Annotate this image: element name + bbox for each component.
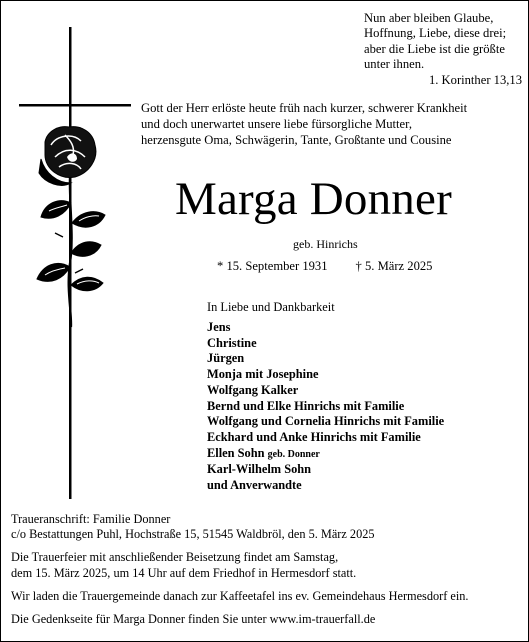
verse-reference: 1. Korinther 13,13 [428, 73, 522, 88]
list-item: Christine [207, 335, 257, 350]
death-date: † 5. März 2025 [355, 259, 433, 273]
intro-line: herzensgute Oma, Schwägerin, Tante, Großtante und Cousine [141, 133, 452, 147]
intro-line: und doch unerwartet unsere liebe fürsorgliche Mutter, [141, 117, 412, 131]
cross-icon [19, 27, 131, 499]
life-dates [217, 259, 432, 274]
list-item: Bernd und Elke Hinrichs mit Familie [207, 398, 405, 413]
verse-line: aber die Liebe ist die größte [364, 41, 505, 56]
list-item: Karl-Wilhelm Sohn [207, 462, 312, 477]
address-line: Traueranschrift: Familie Donner [11, 512, 171, 526]
address-line: c/o Bestattungen Puhl, Hochstraße 15, 51545 Waldbröl, den 5. März 2025 [11, 527, 375, 542]
cross-with-rose [15, 27, 135, 499]
intro-line: Gott der Herr erlöste heute früh nach kurzer, schwerer Krankheit [141, 101, 468, 115]
maiden-name: geb. Hinrichs [293, 237, 358, 251]
funeral-info-line: dem 15. März 2025, um 14 Uhr auf dem Friedhof in Hermesdorf statt. [11, 565, 357, 580]
notice-footer [11, 512, 523, 627]
mourners-list [207, 320, 444, 494]
verse-line: unter ihnen. [364, 56, 425, 71]
list-item: Eckhard und Anke Hinrichs mit Familie [207, 429, 421, 444]
list-item: Wolfgang Kalker [207, 382, 299, 397]
list-item: Jens [207, 320, 231, 334]
bible-verse [364, 11, 522, 88]
list-item: und Anverwandte [207, 478, 302, 493]
memorial-page-note: Die Gedenkseite für Marga Donner finden Sie unter www.im-trauerfall.de [11, 612, 376, 627]
mourner-maiden-name: geb. Donner [267, 448, 320, 460]
mourner-name: Ellen Sohn [207, 445, 265, 460]
verse-line: Hoffnung, Liebe, diese drei; [364, 26, 507, 41]
list-item [207, 446, 444, 463]
list-item: Wolfgang und Cornelia Hinrichs mit Familie [207, 414, 445, 429]
mourners-heading: In Liebe und Dankbarkeit [207, 300, 335, 314]
verse-line: Nun aber bleiben Glaube, [364, 11, 494, 25]
list-item: Monja mit Josephine [207, 367, 319, 382]
deceased-name: Marga Donner [175, 173, 452, 225]
list-item: Jürgen [207, 351, 245, 366]
coffee-invitation: Wir laden die Trauergemeinde danach zur Kaffeetafel ins ev. Gemeindehaus Hermesdorf ein. [11, 588, 469, 603]
intro-text [141, 100, 521, 148]
funeral-info-line: Die Trauerfeier mit anschließender Beisetzung findet am Samstag, [11, 550, 339, 565]
birth-date: * 15. September 1931 [217, 259, 328, 273]
